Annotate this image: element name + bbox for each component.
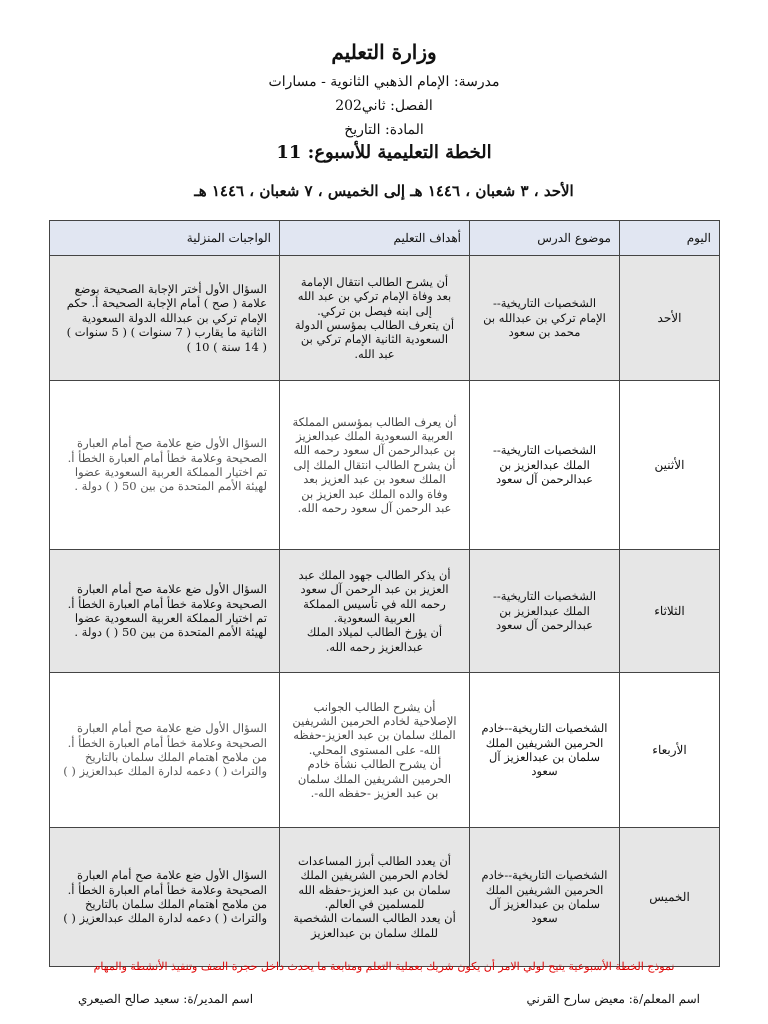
school-name: مدرسة: الإمام الذهبي الثانوية - مسارات [268, 74, 500, 90]
objective-item: أن يعرف الطالب بمؤسس المملكة العربية السعودية الملك عبدالعزيز بن عبدالرحمن آل سعود رحمه الله [292, 414, 457, 458]
row-topic: الشخصيات التاريخية--خادم الحرمين الشريفين الملك سلمان بن عبدالعزيز آل سعود [470, 828, 620, 967]
ministry-title: وزارة التعليم [331, 40, 437, 64]
row-objectives [280, 381, 470, 550]
row-objectives [280, 673, 470, 828]
row-homework [50, 256, 280, 381]
homework-item: السؤال الأول أختر الإجابة الصحيحة بوضع علامة ( صح ) أمام الإجابة الصحيحة أ. حكم الإمام تركي بن عبدالله الدولة السعودية الثانية ما يقارب ( 7 سنوات ) ( 5 سنوات ) ( 14 سنة ) 10 ) [66, 282, 267, 354]
row-day: الثلاثاء [620, 550, 720, 673]
row-homework [50, 828, 280, 967]
homework-item: السؤال الأول ضع علامة صح أمام العبارة الصحيحة وعلامة خطأ أمام العبارة الخطأ أ. من ملامح اهتمام الملك سلمان بالتاريخ والتراث ( ) دعمه لدارة الملك عبدالعزيز ( ) [63, 868, 267, 926]
weekly-plan-table [49, 220, 720, 967]
objective-item: أن يذكر الطالب جهود الملك عبد العزيز بن عبد الرحمن آل سعود رحمه الله في تأسيس المملكة العربية السعودية. [298, 567, 451, 625]
row-objectives [280, 256, 470, 381]
homework-item: السؤال الأول ضع علامة صح أمام العبارة الصحيحة وعلامة خطأ أمام العبارة الخطأ أ. من ملامح اهتمام الملك سلمان بالتاريخ والتراث ( ) دعمه لدارة الملك عبدالعزيز ( ) [63, 721, 267, 779]
row-topic: الشخصيات التاريخية--الملك عبدالعزيز بن عبدالرحمن آل سعود [470, 381, 620, 550]
table-row [50, 673, 720, 828]
manager-name: اسم المدير/ة: سعيد صالح الصيعري [78, 992, 254, 1006]
objective-item: أن يشرح الطالب نشأة خادم الحرمين الشريفين الملك سلمان بن عبد العزيز -حفظه الله-. [297, 757, 452, 800]
column-header-objectives: أهداف التعليم [280, 221, 470, 256]
row-homework [50, 550, 280, 673]
table-row [50, 550, 720, 673]
row-homework [50, 381, 280, 550]
table-row [50, 828, 720, 967]
row-day: الأثنين [620, 381, 720, 550]
teacher-name: اسم المعلم/ة: معيض سارح القرني [526, 992, 700, 1006]
homework-item: السؤال الأول ضع علامة صح أمام العبارة الصحيحة وعلامة خطأ أمام العبارة الخطأ أ. تم اختيار المملكة العربية السعودية عضوا لهيئة الأمم المتحدة من بين 50 ( ) دولة . [67, 582, 267, 640]
objective-item: أن يتعرف الطالب بمؤسس الدولة السعودية الثانية الإمام تركي بن عبد الله. [294, 318, 455, 361]
row-homework [50, 673, 280, 828]
row-objectives [280, 550, 470, 673]
column-header-topic: موضوع الدرس [470, 221, 620, 256]
row-day: الأحد [620, 256, 720, 381]
row-topic: الشخصيات التاريخية--خادم الحرمين الشريفين الملك سلمان بن عبدالعزيز آل سعود [470, 673, 620, 828]
subject: المادة: التاريخ [344, 122, 424, 138]
column-header-day: اليوم [620, 221, 720, 256]
row-topic: الشخصيات التاريخية--الملك عبدالعزيز بن عبدالرحمن آل سعود [470, 550, 620, 673]
table-row [50, 381, 720, 550]
date-range: الأحد ، ٣ شعبان ، ١٤٤٦ هـ إلى الخميس ، ٧ شعبان ، ١٤٤٦ هـ [194, 182, 574, 200]
row-day: الأربعاء [620, 673, 720, 828]
objective-item: أن يعدد الطالب السمات الشخصية للملك سلمان بن عبدالعزيز [293, 911, 456, 940]
parent-note: نموذج الخطة الأسبوعية يتيح لولي الامر أن يكون شريك بعملية التعلم ومتابعة ما يحدث داخل حجرة الصف وتنفيذ الأنشطة والمهام [93, 960, 675, 973]
row-objectives [280, 828, 470, 967]
row-day: الخميس [620, 828, 720, 967]
column-header-homework: الواجبات المنزلية [50, 221, 280, 256]
objective-item: أن يشرح الطالب انتقال الملك إلى الملك سعود بن عبد العزيز بعد وفاة والده الملك عبد العزيز بن عبد الرحمن آل سعود رحمه الله. [293, 457, 456, 515]
homework-item: السؤال الأول ضع علامة صح أمام العبارة الصحيحة وعلامة خطأ أمام العبارة الخطأ أ. تم اختيار المملكة العربية السعودية عضوا لهيئة الأمم المتحدة من بين 50 ( ) دولة . [67, 436, 267, 494]
objective-item: أن يؤرخ الطالب لميلاد الملك عبدالعزيز رحمه الله. [306, 625, 443, 654]
semester: الفصل: ثاني202 [335, 98, 433, 114]
table-row [50, 256, 720, 381]
row-topic: الشخصيات التاريخية--الإمام تركي بن عبدالله بن محمد بن سعود [470, 256, 620, 381]
table-header-row [50, 221, 720, 256]
objective-item: أن يشرح الطالب انتقال الإمامة بعد وفاة الإمام تركي بن عبد الله إلى ابنه فيصل بن تركي. [297, 274, 452, 318]
plan-title: الخطة التعليمية للأسبوع: 11 [276, 142, 492, 163]
objective-item: أن يشرح الطالب الجوانب الإصلاحية لخادم الحرمين الشريفين الملك سلمان بن عبد العزيز-حفظه الله- على المستوى المحلي. [292, 699, 457, 757]
objective-item: أن يعدد الطالب أبرز المساعدات لخادم الحرمين الشريفين الملك سلمان بن عبد العزيز-حفظه الله للمسلمين في العالم. [298, 853, 451, 911]
